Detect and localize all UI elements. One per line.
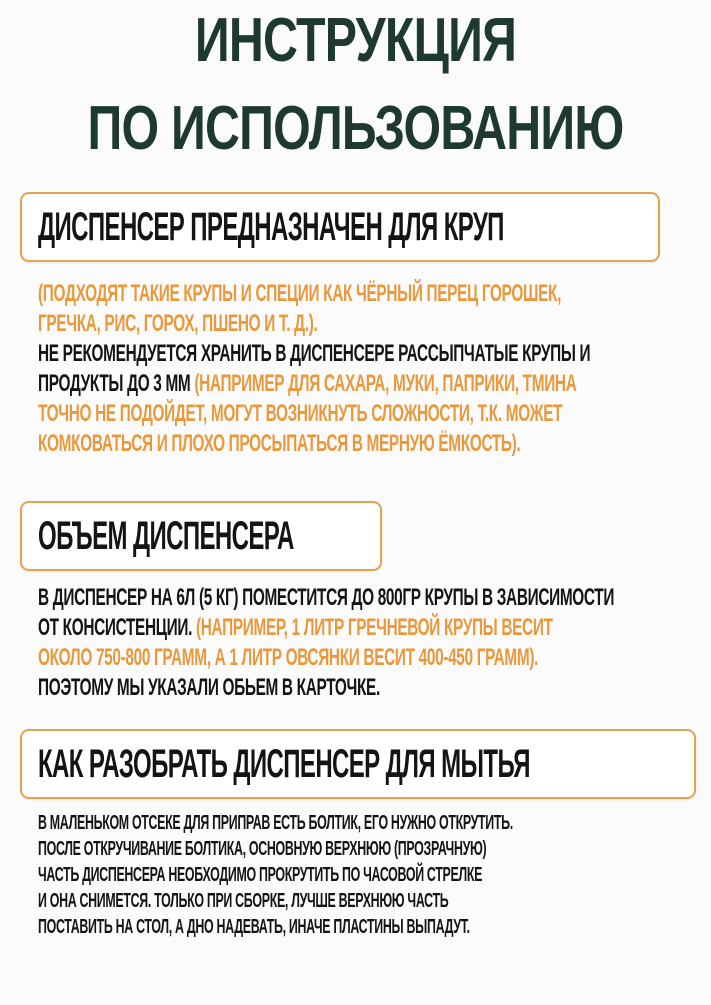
text-line bbox=[38, 339, 704, 369]
text-run: В ДИСПЕНСЕР НА 6Л (5 КГ) ПОМЕСТИТСЯ ДО 800ГР КРУПЫ В ЗАВИСИМОСТИ bbox=[38, 584, 615, 611]
text-run: ТОЧНО НЕ ПОДОЙДЕТ, МОГУТ ВОЗНИКНУТЬ СЛОЖНОСТИ, Т.К. МОЖЕТ bbox=[38, 400, 563, 427]
page-title-line-2: ПО ИСПОЛЬЗОВАНИЮ bbox=[87, 94, 624, 163]
text-line bbox=[38, 309, 704, 339]
section-heading-box-volume bbox=[20, 501, 382, 571]
text-run: ПРОДУКТЫ ДО 3 ММ bbox=[38, 370, 195, 397]
text-line bbox=[38, 673, 704, 703]
text-run: НЕ РЕКОМЕНДУЕТСЯ ХРАНИТЬ В ДИСПЕНСЕРЕ РАССЫПЧАТЫЕ КРУПЫ И bbox=[38, 340, 591, 367]
section-heading-volume: ОБЪЕМ ДИСПЕНСЕРА bbox=[38, 513, 294, 558]
text-line bbox=[38, 862, 670, 888]
text-line bbox=[38, 888, 670, 914]
text-run: ОТ КОНСИСТЕНЦИИ. bbox=[38, 614, 196, 641]
section-body-volume bbox=[38, 583, 704, 703]
text-run: (НАПРИМЕР ДЛЯ САХАРА, МУКИ, ПАПРИКИ, ТМИНА bbox=[194, 370, 577, 397]
section-heading-box-purpose bbox=[20, 192, 660, 262]
text-run: И ОНА СНИМЕТСЯ. ТОЛЬКО ПРИ СБОРКЕ, ЛУЧШЕ ВЕРХНЮЮ ЧАСТЬ bbox=[38, 890, 449, 912]
text-run: ГРЕЧКА, РИС, ГОРОХ, ПШЕНО И Т. Д.). bbox=[38, 310, 318, 337]
text-run: ПОЭТОМУ МЫ УКАЗАЛИ ОБЬЕМ В КАРТОЧКЕ. bbox=[38, 674, 380, 701]
page-title-line-1: ИНСТРУКЦИЯ bbox=[194, 6, 517, 75]
text-run: ПОСТАВИТЬ НА СТОЛ, А ДНО НАДЕВАТЬ, ИНАЧЕ ПЛАСТИНЫ ВЫПАДУТ. bbox=[38, 916, 470, 938]
text-line bbox=[38, 369, 704, 399]
text-line bbox=[38, 613, 704, 643]
section-heading-purpose: ДИСПЕНСЕР ПРЕДНАЗНАЧЕН ДЛЯ КРУП bbox=[38, 204, 504, 249]
text-line bbox=[38, 836, 670, 862]
text-run: КОМКОВАТЬСЯ И ПЛОХО ПРОСЫПАТЬСЯ В МЕРНУЮ ЁМКОСТЬ). bbox=[38, 430, 521, 457]
section-heading-box-disassembly bbox=[20, 729, 696, 799]
text-line bbox=[38, 810, 670, 836]
text-run: ЧАСТЬ ДИСПЕНСЕРА НЕОБХОДИМО ПРОКРУТИТЬ ПО ЧАСОВОЙ СТРЕЛКЕ bbox=[38, 864, 483, 886]
text-run: (ПОДХОДЯТ ТАКИЕ КРУПЫ И СПЕЦИИ КАК ЧЁРНЫЙ ПЕРЕЦ ГОРОШЕК, bbox=[38, 280, 562, 307]
section-body-disassembly bbox=[38, 810, 670, 940]
text-line bbox=[38, 279, 704, 309]
text-line bbox=[38, 399, 704, 429]
text-line bbox=[38, 643, 704, 673]
section-body-purpose bbox=[38, 279, 704, 459]
text-run: В МАЛЕНЬКОМ ОТСЕКЕ ДЛЯ ПРИПРАВ ЕСТЬ БОЛТИК, ЕГО НУЖНО ОТКРУТИТЬ. bbox=[38, 812, 513, 834]
text-line bbox=[38, 583, 704, 613]
text-run: ПОСЛЕ ОТКРУЧИВАНИЕ БОЛТИКА, ОСНОВНУЮ ВЕРХНЮЮ (ПРОЗРАЧНУЮ) bbox=[38, 838, 487, 860]
text-line bbox=[38, 914, 670, 940]
text-run: ОКОЛО 750-800 ГРАММ, А 1 ЛИТР ОВСЯНКИ ВЕСИТ 400-450 ГРАММ). bbox=[38, 644, 539, 671]
text-line bbox=[38, 429, 704, 459]
text-run: (НАПРИМЕР, 1 ЛИТР ГРЕЧНЕВОЙ КРУПЫ ВЕСИТ bbox=[195, 614, 553, 641]
section-heading-disassembly: КАК РАЗОБРАТЬ ДИСПЕНСЕР ДЛЯ МЫТЬЯ bbox=[38, 741, 530, 786]
